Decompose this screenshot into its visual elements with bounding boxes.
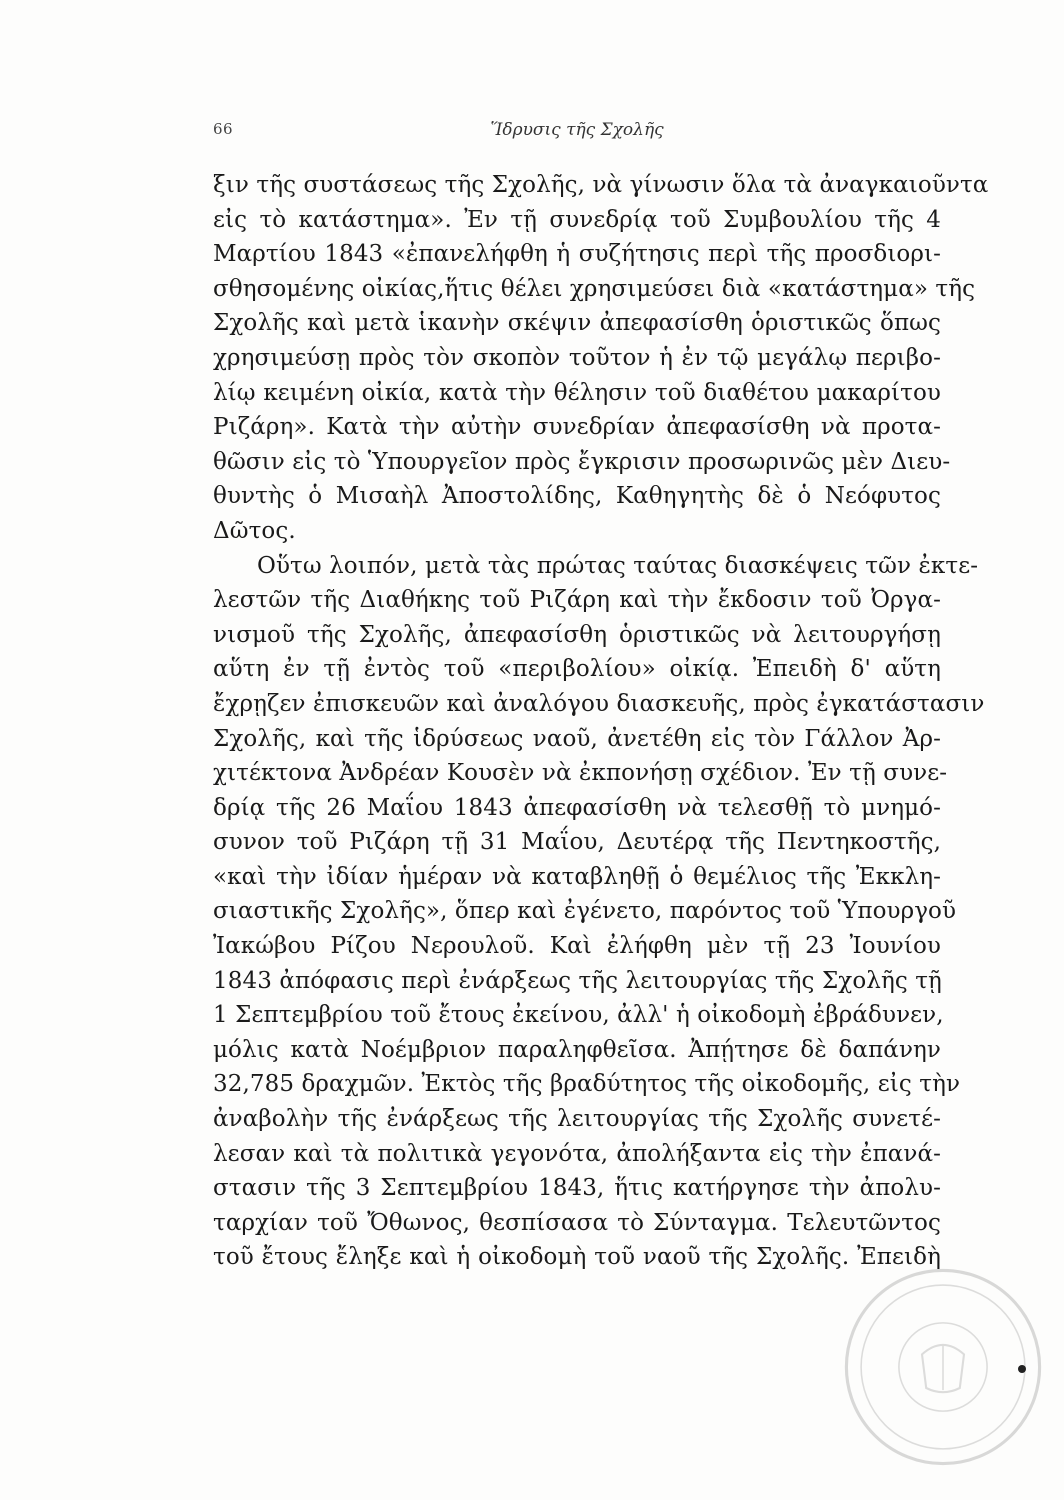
text-line: λεστῶν τῆς Διαθήκης τοῦ Ριζάρη καὶ τὴν ἔκδοσιν τοῦ Ὀργα- bbox=[213, 587, 941, 614]
text-line: τοῦ ἔτους ἔληξε καὶ ἡ οἰκοδομὴ τοῦ ναοῦ τῆς Σχολῆς. Ἐπειδὴ bbox=[213, 1244, 941, 1271]
text-line: Ριζάρη». Κατὰ τὴν αὐτὴν συνεδρίαν ἀπεφασίσθη νὰ προτα- bbox=[213, 414, 941, 441]
text-line: εἰς τὸ κατάστημα». Ἐν τῇ συνεδρίᾳ τοῦ Συμβουλίου τῆς 4 bbox=[213, 206, 941, 233]
text-line: λίῳ κειμένη οἰκία, κατὰ τὴν θέλησιν τοῦ διαθέτου μακαρίτου bbox=[213, 379, 941, 406]
text-line: χιτέκτονα Ἀνδρέαν Κουσὲν νὰ ἐκπονήσῃ σχέδιον. Ἐν τῇ συνε- bbox=[213, 760, 948, 787]
text-line: ἔχρῃζεν ἐπισκευῶν καὶ ἀναλόγου διασκευῆς, πρὸς ἐγκατάστασιν bbox=[213, 690, 985, 717]
text-line: 1 Σεπτεμβρίου τοῦ ἔτους ἐκείνου, ἀλλ' ἡ οἰκοδομὴ ἐβράδυνεν, bbox=[213, 1002, 944, 1029]
body-text bbox=[213, 168, 989, 1275]
text-line: χρησιμεύσῃ πρὸς τὸν σκοπὸν τοῦτον ἡ ἐν τῷ μεγάλῳ περιβο- bbox=[213, 344, 941, 371]
text-line: αὕτη ἐν τῇ ἐντὸς τοῦ «περιβολίου» οἰκίᾳ. Ἐπειδὴ δ' αὕτη bbox=[213, 656, 941, 683]
text-line: νισμοῦ τῆς Σχολῆς, ἀπεφασίσθη ὁριστικῶς νὰ λειτουργήσῃ bbox=[213, 621, 941, 648]
page-number: 66 bbox=[213, 120, 234, 138]
ink-dot bbox=[1018, 1365, 1026, 1373]
text-line: μόλις κατὰ Νοέμβριον παραληφθεῖσα. Ἀπῄτησε δὲ δαπάνην bbox=[213, 1036, 941, 1063]
text-line: θυντὴς ὁ Μισαὴλ Ἀποστολίδης, Καθηγητὴς δὲ ὁ Νεόφυτος bbox=[213, 483, 941, 510]
paragraph-end-line: Δῶτος. bbox=[213, 517, 296, 544]
text-line: θῶσιν εἰς τὸ Ὑπουργεῖον πρὸς ἔγκρισιν προσωρινῶς μὲν Διευ- bbox=[213, 448, 951, 475]
text-line: Μαρτίου 1843 «ἐπανελήφθη ἡ συζήτησις περὶ τῆς προσδιορι- bbox=[213, 241, 941, 268]
text-line: Ἰακώβου Ρίζου Νερουλοῦ. Καὶ ἐλήφθη μὲν τῇ 23 Ἰουνίου bbox=[213, 933, 941, 960]
text-line: σιαστικῆς Σχολῆς», ὅπερ καὶ ἐγένετο, παρόντος τοῦ Ὑπουργοῦ bbox=[213, 898, 957, 925]
text-line: λεσαν καὶ τὰ πολιτικὰ γεγονότα, ἀπολήξαντα εἰς τὴν ἐπανά- bbox=[213, 1140, 941, 1167]
running-head: Ἵδρυσις τῆς Σχολῆς bbox=[490, 120, 664, 140]
page-header bbox=[213, 120, 941, 144]
text-line: στασιν τῆς 3 Σεπτεμβρίου 1843, ἥτις κατήργησε τὴν ἀπολυ- bbox=[213, 1175, 941, 1202]
text-line: 1843 ἀπόφασις περὶ ἐνάρξεως τῆς λειτουργίας τῆς Σχολῆς τῇ bbox=[213, 967, 942, 994]
text-line: Σχολῆς, καὶ τῆς ἱδρύσεως ναοῦ, ἀνετέθη εἰς τὸν Γάλλον Ἀρ- bbox=[213, 725, 941, 752]
text-line: συνον τοῦ Ριζάρη τῇ 31 Μαΐου, Δευτέρᾳ τῆς Πεντηκοστῆς, bbox=[213, 829, 941, 856]
text-line: σθησομένης οἰκίας,ἥτις θέλει χρησιμεύσει διὰ «κατάστημα» τῆς bbox=[213, 275, 976, 302]
paragraph-start-line: Οὕτω λοιπόν, μετὰ τὰς πρώτας ταύτας διασκέψεις τῶν ἐκτε- bbox=[257, 552, 979, 579]
text-line: «καὶ τὴν ἰδίαν ἡμέραν νὰ καταβληθῇ ὁ θεμέλιος τῆς Ἐκκλη- bbox=[213, 863, 941, 890]
text-line: ταρχίαν τοῦ Ὄθωνος, θεσπίσασα τὸ Σύνταγμα. Τελευτῶντος bbox=[213, 1209, 941, 1236]
text-line: ἀναβολὴν τῆς ἐνάρξεως τῆς λειτουργίας τῆς Σχολῆς συνετέ- bbox=[213, 1106, 941, 1133]
text-line: 32,785 δραχμῶν. Ἐκτὸς τῆς βραδύτητος τῆς οἰκοδομῆς, εἰς τὴν bbox=[213, 1071, 961, 1098]
library-seal-stamp bbox=[838, 1262, 1048, 1472]
text-line: δρίᾳ τῆς 26 Μαΐου 1843 ἀπεφασίσθη νὰ τελεσθῇ τὸ μνημό- bbox=[213, 794, 941, 821]
text-line: ξιν τῆς συστάσεως τῆς Σχολῆς, νὰ γίνωσιν ὅλα τὰ ἀναγκαιοῦντα bbox=[213, 172, 989, 198]
text-line: Σχολῆς καὶ μετὰ ἱκανὴν σκέψιν ἀπεφασίσθη ὁριστικῶς ὅπως bbox=[213, 310, 941, 337]
